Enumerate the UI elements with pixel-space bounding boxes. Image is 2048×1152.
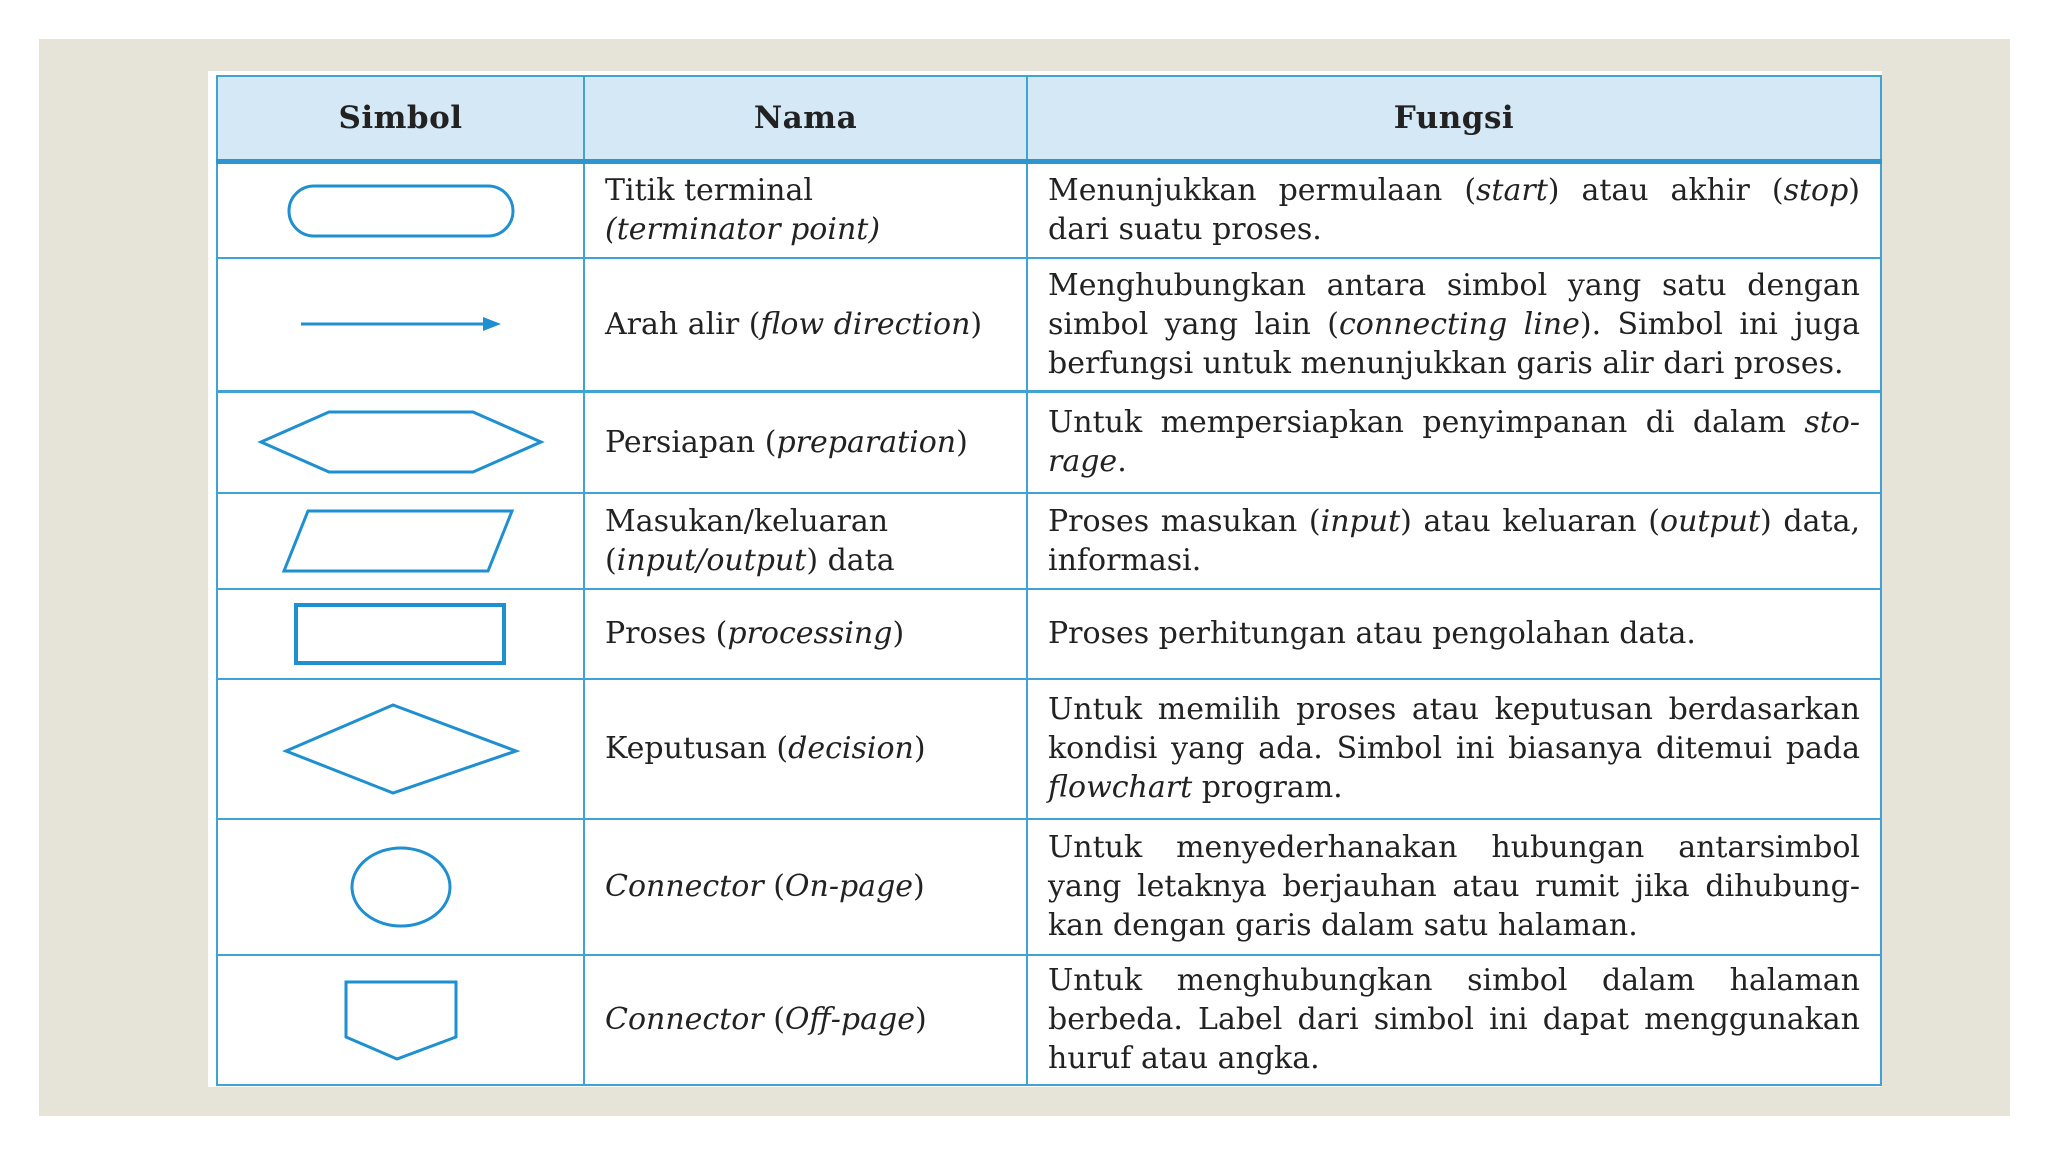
header-function: Fungsi	[1027, 76, 1881, 162]
text: ) data, informasi.	[1048, 503, 1860, 578]
italic-text: connecting line	[1338, 306, 1580, 342]
italic-text: Connector	[605, 869, 764, 904]
flowchart-symbol-table	[216, 75, 1882, 1086]
symbol-cell	[217, 819, 584, 955]
table-row	[217, 679, 1881, 819]
header-name: Nama	[584, 76, 1027, 162]
italic-text: sto-rage	[1048, 405, 1860, 480]
function-cell	[1027, 819, 1881, 955]
italic-text: Off-page	[784, 1002, 915, 1037]
italic-text: flowchart	[1048, 770, 1193, 805]
function-cell	[1027, 589, 1881, 679]
name-cell	[584, 679, 1027, 819]
symbol-cell	[217, 258, 584, 392]
italic-text: input/output	[616, 542, 807, 578]
function-cell	[1027, 258, 1881, 392]
flow-arrow-icon	[291, 309, 511, 339]
text: Keputusan (	[605, 731, 789, 766]
text: Untuk memilih proses atau keputusan berdasarkan kondisi yang ada. Simbol ini biasanya ditemui pada	[1048, 692, 1860, 766]
table-row	[217, 589, 1881, 679]
italic-text: decision	[788, 731, 914, 766]
table-header-row	[217, 76, 1881, 162]
on-page-connector-circle-icon	[346, 842, 456, 932]
table-row	[217, 493, 1881, 589]
text: ) data	[806, 542, 895, 578]
italic-text: flow direction	[760, 306, 971, 342]
function-cell	[1027, 392, 1881, 493]
text: (	[763, 1002, 785, 1037]
italic-text: preparation	[776, 424, 957, 460]
function-cell	[1027, 493, 1881, 589]
text: Titik terminal	[605, 173, 813, 209]
text: Persiapan (	[605, 424, 777, 460]
function-cell	[1027, 679, 1881, 819]
name-cell	[584, 392, 1027, 493]
text: Proses (	[605, 616, 728, 651]
table-row	[217, 819, 1881, 955]
italic-text: processing	[727, 616, 893, 651]
text: )	[956, 424, 968, 460]
text: )	[914, 1002, 927, 1037]
text: (	[763, 869, 785, 904]
name-cell	[584, 819, 1027, 955]
table-row	[217, 392, 1881, 493]
text: ) dari suatu proses.	[1048, 173, 1860, 248]
italic-text: (terminator point)	[605, 212, 881, 248]
text: Untuk mempersiapkan penyimpanan di dalam	[1048, 405, 1805, 441]
italic-text: start	[1476, 173, 1548, 209]
text: )	[970, 306, 983, 342]
header-symbol: Simbol	[217, 76, 584, 162]
function-cell	[1027, 955, 1881, 1085]
symbol-cell	[217, 955, 584, 1085]
text: )	[913, 731, 926, 766]
symbol-cell	[217, 162, 584, 258]
input-output-parallelogram-icon	[276, 507, 526, 575]
text: Menunjukkan permulaan (	[1048, 173, 1477, 209]
italic-text: input	[1320, 503, 1401, 539]
italic-text: output	[1660, 503, 1761, 539]
symbol-cell	[217, 589, 584, 679]
text: program.	[1192, 770, 1343, 805]
text: ) atau keluaran (	[1400, 503, 1661, 539]
italic-text: stop	[1783, 173, 1849, 209]
text: Untuk menghubungkan simbol dalam halaman berbeda. Label dari simbol ini dapat menggunakan huruf atau angka.	[1048, 963, 1860, 1076]
text: )	[892, 616, 905, 651]
preparation-hexagon-icon	[251, 407, 551, 477]
text: Masukan/keluaran	[605, 503, 889, 539]
name-cell	[584, 493, 1027, 589]
text: )	[913, 869, 925, 904]
table-row	[217, 955, 1881, 1085]
name-cell	[584, 258, 1027, 392]
name-cell	[584, 955, 1027, 1085]
italic-text: On-page	[784, 869, 914, 904]
table-row	[217, 258, 1881, 392]
text: ) atau akhir (	[1547, 173, 1784, 209]
text: .	[1117, 444, 1127, 480]
text: Proses masukan (	[1048, 503, 1321, 539]
text: (	[605, 542, 617, 578]
name-cell	[584, 162, 1027, 258]
terminator-icon	[281, 180, 521, 240]
decision-diamond-icon	[276, 701, 526, 797]
text: ). Simbol ini juga berfungsi untuk menunjukkan garis alir dari proses.	[1048, 306, 1860, 381]
symbol-cell	[217, 392, 584, 493]
off-page-connector-pentagon-icon	[341, 977, 461, 1063]
name-cell	[584, 589, 1027, 679]
text: Arah alir (	[605, 306, 761, 342]
process-rectangle-icon	[291, 600, 511, 668]
text: Untuk menyederhanakan hubungan antarsimbol yang letaknya berjauhan atau rumit jika dihubung-kan dengan garis dalam satu halaman.	[1048, 830, 1860, 943]
italic-text: Connector	[605, 1002, 764, 1037]
table-row	[217, 162, 1881, 258]
function-cell	[1027, 162, 1881, 258]
symbol-cell	[217, 493, 584, 589]
symbol-cell	[217, 679, 584, 819]
text: Menghubungkan antara simbol yang satu dengan simbol yang lain (	[1048, 267, 1860, 342]
text: Proses perhitungan atau pengolahan data.	[1048, 616, 1696, 651]
